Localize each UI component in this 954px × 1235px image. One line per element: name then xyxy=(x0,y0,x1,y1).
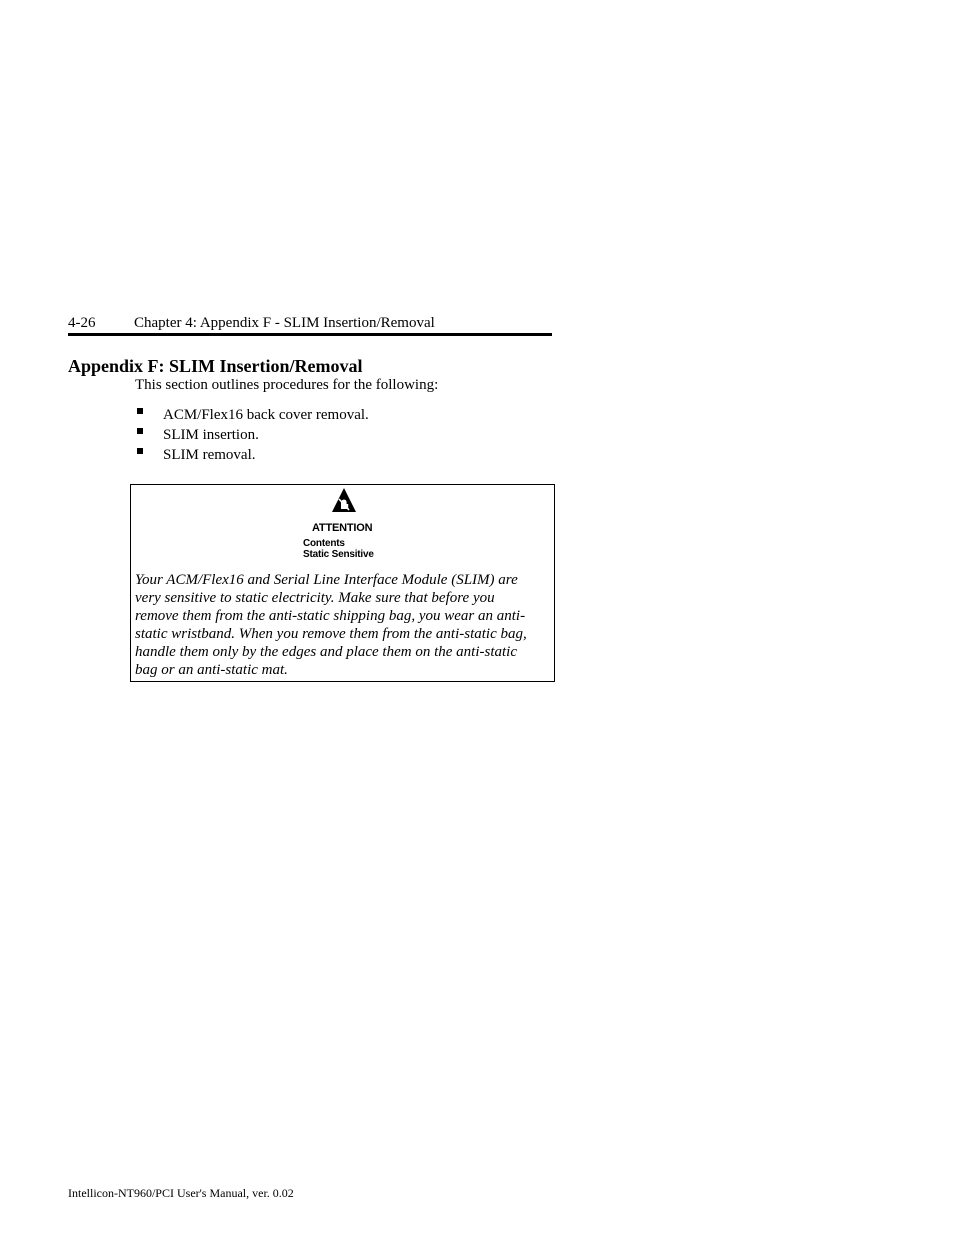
section-heading: Appendix F: SLIM Insertion/Removal xyxy=(68,356,363,376)
running-header xyxy=(68,314,552,332)
square-bullet-icon xyxy=(137,448,143,454)
caution-text-line: very sensitive to static electricity. Make sure that before you xyxy=(135,590,495,606)
section-intro: This section outlines procedures for the following: xyxy=(135,377,439,393)
caution-text-line: Your ACM/Flex16 and Serial Line Interface Module (SLIM) are xyxy=(135,572,518,588)
caution-text-line: bag or an anti-static mat. xyxy=(135,662,288,678)
chapter-title: Chapter 4: Appendix F - SLIM Insertion/Removal xyxy=(134,315,435,331)
caution-text-line: remove them from the anti-static shipping bag, you wear an anti- xyxy=(135,608,526,624)
header-rule xyxy=(68,333,552,336)
static-caution-box xyxy=(130,484,555,682)
contents-label: Contents xyxy=(303,538,345,549)
square-bullet-icon xyxy=(137,408,143,414)
list-item-text: SLIM removal. xyxy=(163,447,256,463)
list-item-text: ACM/Flex16 back cover removal. xyxy=(163,407,369,423)
caution-text xyxy=(135,571,553,679)
page-number: 4-26 xyxy=(68,315,96,331)
static-sensitive-label: Static Sensitive xyxy=(303,549,374,560)
esd-attention-label xyxy=(303,485,385,565)
attention-label: ATTENTION xyxy=(312,522,373,534)
page-footer: Intellicon-NT960/PCI User's Manual, ver. 0.02 xyxy=(68,1186,294,1200)
esd-warning-icon xyxy=(332,488,356,512)
list-item-text: SLIM insertion. xyxy=(163,427,259,443)
caution-text-line: handle them only by the edges and place them on the anti-static xyxy=(135,644,517,660)
caution-text-line: static wristband. When you remove them from the anti-static bag, xyxy=(135,626,527,642)
square-bullet-icon xyxy=(137,428,143,434)
